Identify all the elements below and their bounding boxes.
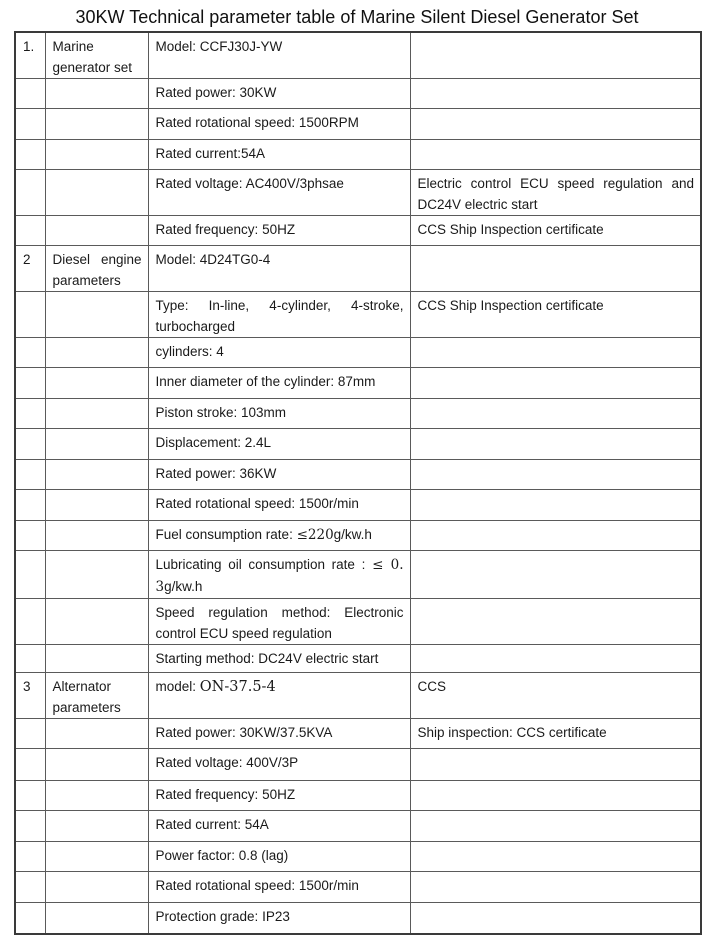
category-cell xyxy=(45,109,148,140)
category-cell: Alternator parameters xyxy=(45,673,148,719)
note-cell: Ship inspection: CCS certificate xyxy=(410,719,701,749)
note-cell xyxy=(410,903,701,934)
note-cell xyxy=(410,109,701,140)
table-row xyxy=(15,246,701,292)
table-row xyxy=(15,842,701,872)
param-cell: Inner diameter of the cylinder: 87mm xyxy=(148,368,410,399)
parameter-table xyxy=(14,31,702,935)
category-cell xyxy=(45,842,148,872)
row-number-cell: 1. xyxy=(15,32,45,79)
param-cell xyxy=(148,521,410,551)
note-cell: CCS Ship Inspection certificate xyxy=(410,292,701,338)
row-number-cell xyxy=(15,460,45,490)
note-cell xyxy=(410,338,701,368)
table-row xyxy=(15,903,701,934)
category-cell xyxy=(45,170,148,216)
table-row xyxy=(15,368,701,399)
param-text: Fuel consumption rate: xyxy=(155,527,297,542)
param-text: g/kw.h xyxy=(333,527,372,542)
note-cell xyxy=(410,368,701,399)
note-cell xyxy=(410,399,701,429)
row-number-cell xyxy=(15,781,45,811)
param-text: model: xyxy=(155,679,200,694)
table-row xyxy=(15,781,701,811)
param-cell: Rated power: 30KW xyxy=(148,79,410,109)
table-row xyxy=(15,292,701,338)
row-number-cell xyxy=(15,521,45,551)
param-cell: Rated rotational speed: 1500RPM xyxy=(148,109,410,140)
note-cell xyxy=(410,645,701,673)
param-cell: cylinders: 4 xyxy=(148,338,410,368)
category-cell xyxy=(45,338,148,368)
category-cell xyxy=(45,79,148,109)
category-cell xyxy=(45,292,148,338)
row-number-cell xyxy=(15,811,45,842)
row-number-cell xyxy=(15,216,45,246)
row-number-cell xyxy=(15,368,45,399)
category-cell xyxy=(45,645,148,673)
category-cell xyxy=(45,781,148,811)
note-cell xyxy=(410,429,701,460)
table-row xyxy=(15,338,701,368)
category-cell xyxy=(45,521,148,551)
page-title: 30KW Technical parameter table of Marine Silent Diesel Generator Set xyxy=(75,7,639,27)
category-cell xyxy=(45,872,148,903)
table-row xyxy=(15,719,701,749)
note-cell xyxy=(410,749,701,781)
note-cell xyxy=(410,79,701,109)
param-cell: Rated current: 54A xyxy=(148,811,410,842)
table-row xyxy=(15,79,701,109)
row-number-cell xyxy=(15,429,45,460)
category-cell xyxy=(45,368,148,399)
table-row xyxy=(15,399,701,429)
param-cell: Power factor: 0.8 (lag) xyxy=(148,842,410,872)
table-row xyxy=(15,216,701,246)
row-number-cell xyxy=(15,79,45,109)
category-cell xyxy=(45,140,148,170)
param-value-serif: ≤ 0. 3 xyxy=(155,557,404,595)
note-cell xyxy=(410,246,701,292)
param-cell: Type: In-line, 4-cylinder, 4-stroke, turbocharged xyxy=(148,292,410,338)
param-cell xyxy=(148,551,410,599)
param-cell: Model: 4D24TG0-4 xyxy=(148,246,410,292)
note-cell xyxy=(410,599,701,645)
note-cell xyxy=(410,32,701,79)
param-cell: Rated frequency: 50HZ xyxy=(148,781,410,811)
param-value-serif: ≤220 xyxy=(296,527,334,543)
table-row xyxy=(15,170,701,216)
param-text: Lubricating oil consumption rate : xyxy=(155,557,373,572)
param-cell: Rated power: 36KW xyxy=(148,460,410,490)
param-value-serif: ON-37.5-4 xyxy=(199,679,276,695)
row-number-cell xyxy=(15,140,45,170)
category-cell xyxy=(45,429,148,460)
row-number-cell xyxy=(15,719,45,749)
table-row xyxy=(15,490,701,521)
note-cell xyxy=(410,551,701,599)
table-row xyxy=(15,521,701,551)
note-cell xyxy=(410,811,701,842)
param-cell: Speed regulation method: Electronic control ECU speed regulation xyxy=(148,599,410,645)
param-cell: Displacement: 2.4L xyxy=(148,429,410,460)
param-cell xyxy=(148,673,410,719)
category-cell xyxy=(45,599,148,645)
category-cell xyxy=(45,490,148,521)
row-number-cell xyxy=(15,842,45,872)
param-cell: Rated voltage: 400V/3P xyxy=(148,749,410,781)
row-number-cell xyxy=(15,170,45,216)
table-row xyxy=(15,32,701,79)
table-row xyxy=(15,645,701,673)
category-cell xyxy=(45,551,148,599)
param-cell: Protection grade: IP23 xyxy=(148,903,410,934)
note-cell xyxy=(410,842,701,872)
note-cell xyxy=(410,872,701,903)
row-number-cell xyxy=(15,338,45,368)
param-cell: Rated voltage: AC400V/3phsae xyxy=(148,170,410,216)
category-cell xyxy=(45,903,148,934)
note-cell xyxy=(410,460,701,490)
row-number-cell: 3 xyxy=(15,673,45,719)
note-cell: CCS Ship Inspection certificate xyxy=(410,216,701,246)
row-number-cell xyxy=(15,903,45,934)
row-number-cell xyxy=(15,749,45,781)
table-row xyxy=(15,551,701,599)
category-cell xyxy=(45,811,148,842)
row-number-cell xyxy=(15,109,45,140)
note-cell xyxy=(410,521,701,551)
category-cell xyxy=(45,460,148,490)
row-number-cell xyxy=(15,490,45,521)
table-row xyxy=(15,460,701,490)
param-cell: Rated frequency: 50HZ xyxy=(148,216,410,246)
category-cell xyxy=(45,719,148,749)
note-cell: Electric control ECU speed regulation and DC24V electric start xyxy=(410,170,701,216)
row-number-cell xyxy=(15,599,45,645)
row-number-cell xyxy=(15,292,45,338)
row-number-cell xyxy=(15,551,45,599)
param-cell: Rated power: 30KW/37.5KVA xyxy=(148,719,410,749)
param-cell: Piston stroke: 103mm xyxy=(148,399,410,429)
row-number-cell: 2 xyxy=(15,246,45,292)
param-cell: Rated rotational speed: 1500r/min xyxy=(148,490,410,521)
row-number-cell xyxy=(15,872,45,903)
category-cell xyxy=(45,399,148,429)
param-cell: Rated rotational speed: 1500r/min xyxy=(148,872,410,903)
table-row xyxy=(15,872,701,903)
param-cell: Rated current:54A xyxy=(148,140,410,170)
table-row xyxy=(15,599,701,645)
table-row xyxy=(15,109,701,140)
table-row xyxy=(15,673,701,719)
row-number-cell xyxy=(15,399,45,429)
param-cell: Starting method: DC24V electric start xyxy=(148,645,410,673)
table-row xyxy=(15,749,701,781)
category-cell xyxy=(45,216,148,246)
category-cell xyxy=(45,749,148,781)
table-row xyxy=(15,811,701,842)
param-cell: Model: CCFJ30J-YW xyxy=(148,32,410,79)
note-cell xyxy=(410,140,701,170)
row-number-cell xyxy=(15,645,45,673)
note-cell xyxy=(410,781,701,811)
table-row xyxy=(15,429,701,460)
note-cell xyxy=(410,490,701,521)
param-text: g/kw.h xyxy=(164,579,203,594)
table-row xyxy=(15,140,701,170)
category-cell: Marine generator set xyxy=(45,32,148,79)
note-cell: CCS xyxy=(410,673,701,719)
category-cell: Diesel engine parameters xyxy=(45,246,148,292)
